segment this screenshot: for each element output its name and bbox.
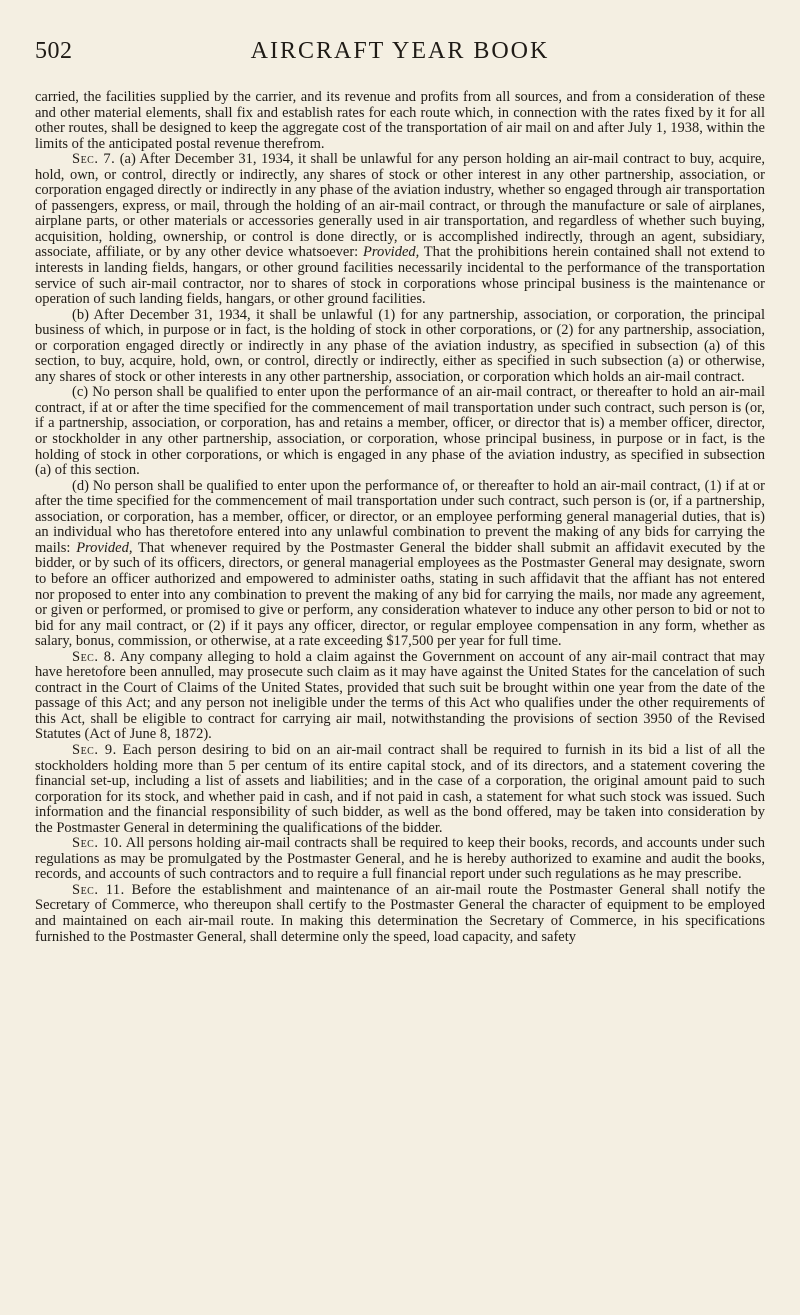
paragraph-sec-7d: [35, 479, 765, 650]
proviso-italic: Provided,: [76, 539, 133, 556]
paragraph-sec-7c: [35, 385, 765, 478]
paragraph-text-tail: That whenever required by the Postmaster General the bidder shall submit an affidavit executed by the bidder, or by such of its officers, directors, or general managerial employees as the Postmaster General may designate, sworn to before an officer authorized and empowered to administer oaths, stating in such affidavit that the affiant has not entered nor proposed to enter into any combination to prevent the making of any bid for carrying the mails, nor made any agreement, or given or performed, or promised to give or perform, any consideration whatever to induce any other person to bid or not to bid for any mail contract, or (2) if it pays any officer, director, or regular employee compensation in any form, whether as salary, bonus, commission, or otherwise, at a rate exceeding $17,500 per year for full time.: [35, 539, 766, 650]
paragraph-sec-11: [35, 883, 765, 945]
section-label: Sec. 10.: [72, 835, 123, 852]
section-label: Sec. 9.: [72, 741, 117, 758]
section-label: Sec. 7.: [72, 151, 116, 168]
paragraph-sec-7a: [35, 152, 765, 307]
paragraph-sec-10: [35, 836, 765, 883]
paragraph-text: Any company alleging to hold a claim against the Government on account of any air-mail contract that may have heretofore been annulled, may prosecute such claim as it may have against the United States for the cancelation of such contract in the Court of Claims of the United States, provided that such suit be brought within one year from the date of the passage of this Act; and any person not ineligible under the terms of this Act who qualifies under the other requirements of this Act, shall be eligible to contract for carrying air mail, notwithstanding the provisions of section 3950 of the Revised Statutes (Act of June 8, 1872).: [35, 648, 765, 743]
paragraph-text: (c) No person shall be qualified to enter upon the performance of an air-mail contract, or thereafter to hold an air-mail contract, if at or after the time specified for the commencement of mail transportation under such contract, such person is (or, if a partnership, association, or corporation, has and retains a member, officer, or director that is) a member officer, director, or stockholder in any other partnership, association, or corporation, whose principal business, in purpose or in fact, is the holding of stock in other corporations, or which is engaged in any phase of the aviation industry, as specified in subsection (a) of this section.: [35, 384, 765, 479]
book-title: AIRCRAFT YEAR BOOK: [250, 38, 550, 64]
section-label: Sec. 11.: [72, 881, 125, 898]
paragraph-sec-8: [35, 650, 765, 743]
paragraph-sec-7b: [35, 308, 765, 386]
paragraph-text: carried, the facilities supplied by the carrier, and its revenue and profits from all sources, and from a consideration of these and other material elements, shall fix and establish rates for each route which, in connection with the rates fixed by it for all other routes, shall be designed to keep the aggregate cost of the transportation of air mail on and after July 1, 1938, within the limits of the anticipated postal revenue therefrom.: [35, 89, 765, 152]
paragraph-text: (d) No person shall be qualified to enter upon the performance of, or thereafter to hold an air-mail contract, (1) if at or after the time specified for the commencement of mail transportation under such contract, such person is (or, if a partnership, association, or corporation, has a member, officer, or director, or an employee performing general managerial duties, that is) an individual who has theretofore entered into any unlawful combination to prevent the making of any bids for carrying the mails:: [35, 477, 765, 556]
paragraph-text: Before the establishment and maintenance of an air-mail route the Postmaster General shall notify the Secretary of Commerce, who thereupon shall certify to the Postmaster General the character of equipment to be employed and maintained on each air-mail route. In making this determination the Secretary of Commerce, in his specifications furnished to the Postmaster General, shall determine only the speed, load capacity, and safety: [35, 881, 766, 945]
paragraph-text: (a) After December 31, 1934, it shall be unlawful for any person holding an air-mail contract to buy, acquire, hold, own, or control, directly or indirectly, any shares of stock or other interest in any other partnership, association, or corporation engaged directly or indirectly in any phase of the aviation industry, whether so engaged through air transportation of passengers, express, or mail, through the holding of an air-mail contract, or through the manufacture or sale of airplanes, airplane parts, or other materials or accessories generally used in air transportation, and regardless of whether such buying, acquisition, holding, ownership, or control is done directly, or is accomplished indirectly, through an agent, subsidiary, associate, affiliate, or by any other device whatsoever:: [35, 151, 766, 261]
paragraph-continuation: [35, 90, 765, 152]
paragraph-text: All persons holding air-mail contracts shall be required to keep their books, records, and accounts under such regulations as may be promulgated by the Postmaster General, and he is hereby authorized to examine and audit the books, records, and accounts of such contractors and to require a full financial report under such regulations as he may prescribe.: [35, 835, 765, 883]
running-head: [35, 0, 765, 90]
paragraph-text-tail: That the prohibitions herein contained shall not extend to interests in landing fields, hangars, or other ground facilities necessarily incidental to the performance of the transportation service of such air-mail contractor, nor to shares of stock in corporations whose principal business is the maintenance or operation of such landing fields, hangars, or other ground facilities.: [35, 244, 766, 308]
section-label: Sec. 8.: [72, 648, 116, 665]
paragraph-text: (b) After December 31, 1934, it shall be unlawful (1) for any partnership, association, or corporation, the principal business of which, in purpose or in fact, is the holding of stock in other corporations, or (2) for any partnership, association, or corporation engaged directly or indirectly in any phase of the aviation industry, as specified in subsection (a) of this section, to buy, acquire, hold, own, or control, directly or indirectly, either as specified in such subsection (a) or otherwise, any shares of stock or other interests in any other partnership, association, or corporation which holds an air-mail contract.: [35, 306, 765, 385]
page-number: 502: [35, 38, 73, 64]
proviso-italic: Provided,: [363, 244, 420, 261]
paragraph-sec-9: [35, 743, 765, 836]
paragraph-text: Each person desiring to bid on an air-mail contract shall be required to furnish in its bid a list of all the stockholders holding more than 5 per centum of its entire capital stock, and of its directors, and a statement covering the financial set-up, including a list of assets and liabilities; and in the case of a corporation, the original amount paid to such corporation for its stock, and whether paid in cash, and if not paid in cash, a statement for what such stock was issued. Such information and the financial responsibility of such bidder, as well as the bond offered, may be taken into consideration by the Postmaster General in determining the qualifications of the bidder.: [35, 741, 765, 836]
body-text: [35, 90, 765, 945]
